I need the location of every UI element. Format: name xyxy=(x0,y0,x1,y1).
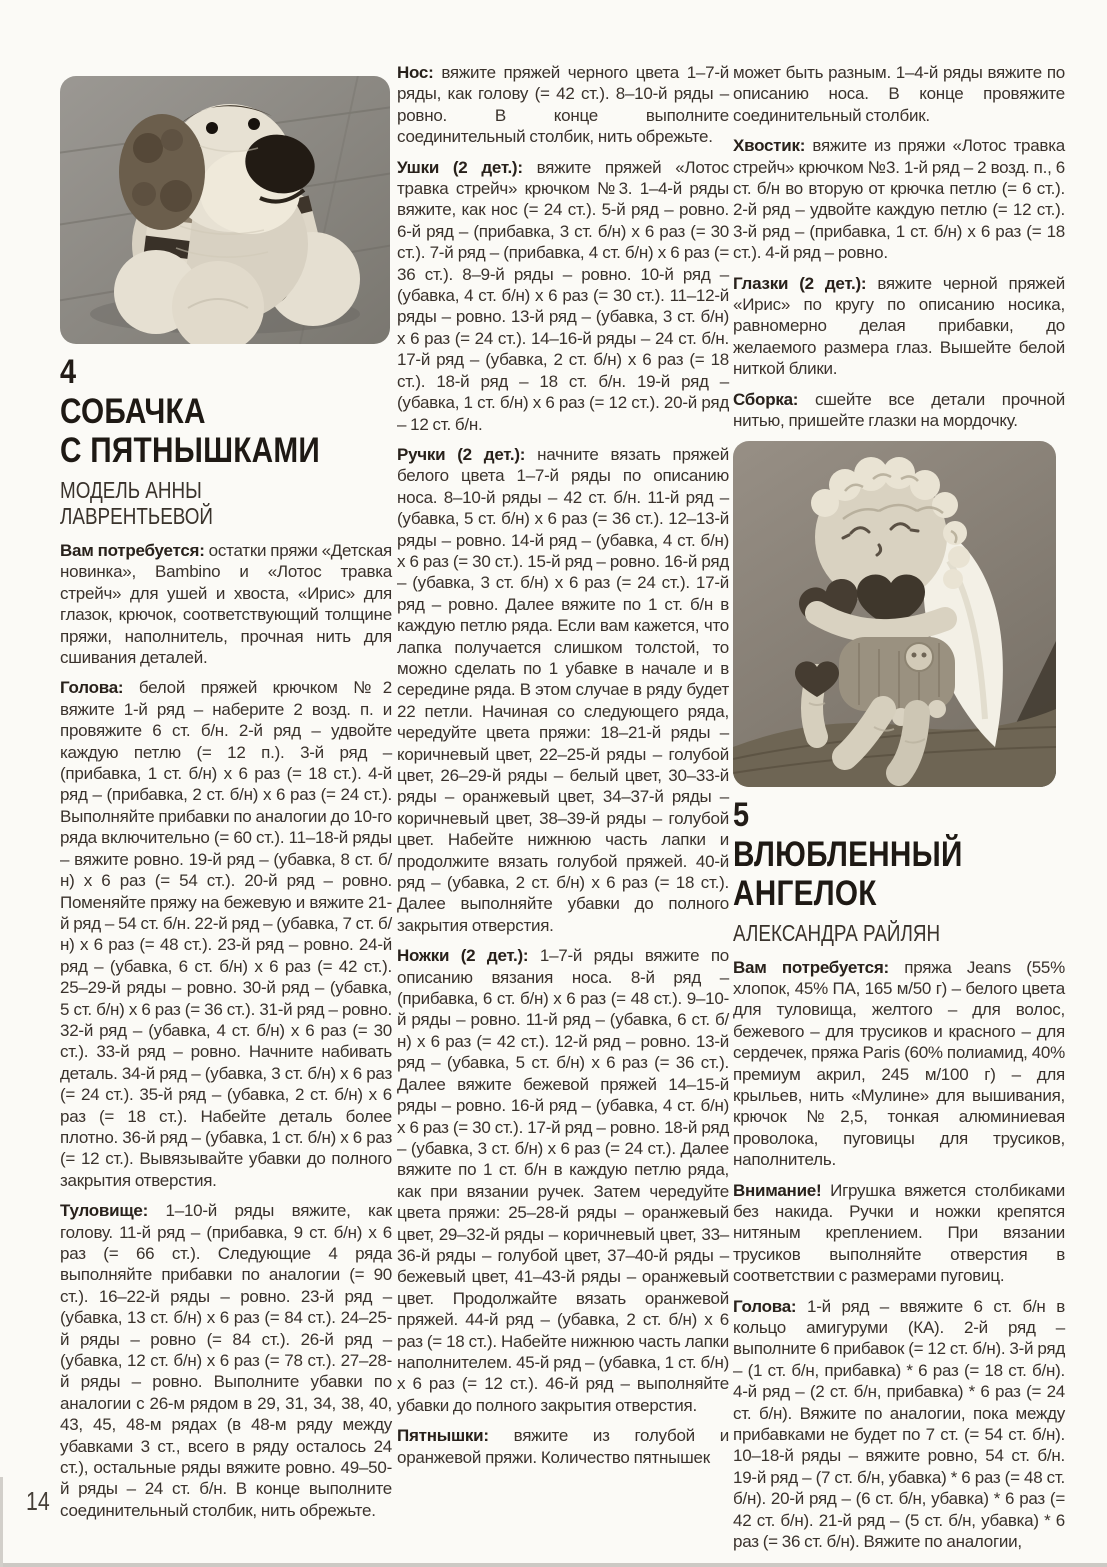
article-number-angel: 5 xyxy=(733,795,750,834)
paragraph-dog-spots-continued xyxy=(733,62,1065,126)
dog-photo-illustration xyxy=(60,76,390,344)
paragraph-text: остатки пряжи «Детская новинка», Bambino и «Лотос травка стрейч» для ушей и хвоста, «Ирис» для глазок, крючок, соответствующий толщине пряжи, наполнитель, прочная нить для сшивания деталей. xyxy=(60,541,393,668)
paragraph-dog-legs xyxy=(397,945,729,1416)
paragraph-angel-note xyxy=(733,1180,1065,1287)
paragraph-label: Вам потребуется: xyxy=(733,957,889,977)
paragraph-text: может быть разным. 1–4-й ряды вяжите по описанию носа. В конце провяжите соединительный столбик. xyxy=(733,63,1065,125)
paragraph-label: Хвостик: xyxy=(733,136,806,156)
paragraph-text: вяжите из пряжи «Лотос травка стрейч» крючком №3. 1-й ряд – 2 возд. п., 6 ст. б/н во вторую от крючка петлю (= 6 ст.). 2-й ряд – удвойте каждую петлю (= 12 ст.). 3-й ряд – (прибавка, 1 ст. б/н) х 6 раз (= 18 ст.). 4-й ряд – ровно. xyxy=(733,136,1065,263)
paragraph-dog-nose xyxy=(397,62,729,148)
paragraph-dog-need xyxy=(60,540,392,668)
paragraph-text: вяжите из голубой и оранжевой пряжи. Количество пятнышек xyxy=(397,1426,729,1467)
paragraph-text: вяжите пряжей черного цвета 1–7-й ряды, как голову (= 42 ст.). 8–10-й ряды – ровно. В конце выполните соединительный столбик, нить обрежьте. xyxy=(397,63,729,147)
paragraph-dog-head xyxy=(60,677,392,1191)
paragraph-text: вяжите пряжей «Лотос травка стрейч» крючком №3. 1–4-й ряды вяжите, как нос (= 24 ст.). 5-й ряд – ровно. 6-й ряд – (прибавка, 3 ст. б/н) х 6 раз (= 30 ст.). 7-й ряд – (прибавка, 4 ст. б/н) х 6 раз (= 36 ст.). 8–9-й ряды – ровно. 10-й ряд – (убавка, 4 ст. б/н) х 6 раз (= 30 ст.). 11–12-й ряды – ровно. 13-й ряд – (убавка, 3 ст. б/н) х 6 раз (= 24 ст.). 14–16-й ряды – 24 ст. б/н. 17-й ряд – (убавка, 2 ст. б/н) х 6 раз (= 18 ст.). 18-й ряд – 18 ст. б/н. 19-й ряд – (убавка, 1 ст. б/н) х 6 раз (= 12 ст.). 20-й ряд – 12 ст. б/н. xyxy=(397,157,729,434)
paragraph-text: 1–10-й ряды вяжите, как голову. 11-й ряд – (прибавка, 9 ст. б/н) х 6 раз (= 66 ст.). Следующие 4 ряда выполняйте прибавки по аналогии (= 90 ст.). 16–22-й ряды – ровно. 23-й ряд – (убавка, 13 ст. б/н) х 6 раз (= 84 ст.). 24–25-й ряды – ровно (= 84 ст.). 26-й ряд – (убавка, 12 ст. б/н) х 6 раз (= 78 ст.). 27–28-й ряды – ровно. Выполните убавки по аналогии с 26-м рядом в 29, 31, 34, 38, 40, 43, 45, 48-м рядах (в 48-м ряду между убавками 3 ст., всего в ряду осталось 24 ст.), остальные ряды вяжите ровно. 49–50-й ряды – 24 ст. б/н. В конце выполните соединительный столбик, нить обрежьте. xyxy=(60,1201,392,1520)
paragraph-label: Внимание! xyxy=(733,1180,822,1200)
paragraph-angel-head xyxy=(733,1296,1065,1553)
angel-photo xyxy=(733,441,1065,787)
paragraph-text: начните вязать пряжей белого цвета 1–7-й ряды по описанию носа. 8–10-й ряды – 42 ст. б/н. 11-й ряд – (убавка, 5 ст. б/н) х 6 раз (= 36 ст.). 12–13-й ряды – ровно. 14-й ряд – (убавка, 4 ст. б/н) х 6 раз (= 30 ст.). 15-й ряд – ровно. 16-й ряд – (убавка, 3 ст. б/н) х 6 раз (= 24 ст.). 17-й ряд – ровно. Далее вяжите по 1 ст. б/н в каждую петлю ряда. Если вам кажется, что лапка получается слишком толстой, то можно сделать по 1 убавке в начале и в середине ряда. В этом случае в ряду будет 22 петли. Начиная со следующего ряда, чередуйте цвета пряжи: 18–21-й ряды – коричневый цвет, 22–25-й ряды – голубой цвет, 26–29-й ряды – белый цвет, 30–33-й ряды – оранжевый цвет, 34–37-й ряды – коричневый цвет, 38–39-й ряды – голубой цвет. Набейте нижнюю часть лапки и продолжите вязать голубой пряжей. 40-й ряд – (убавка, 2 ст. б/н) х 6 раз (= 18 ст.). Далее выполняйте убавки до полного закрытия отверстия. xyxy=(397,444,729,935)
paragraph-label: Туловище: xyxy=(60,1201,149,1221)
paragraph-text: сшейте все детали прочной нитью, пришейте глазки на мордочку. xyxy=(733,389,1065,431)
paragraph-dog-spots xyxy=(397,1425,729,1468)
paragraph-label: Ножки (2 дет.): xyxy=(397,946,529,966)
paragraph-text: белой пряжей крючком №2 вяжите 1-й ряд – наберите 2 возд. п. и провяжите 6 ст. б/н. 2-й ряд – удвойте каждую петлю (= 12 п.). 3-й ряд – (прибавка, 1 ст. б/н) х 6 раз (= 18 ст.). 4-й ряд – (прибавка, 2 ст. б/н) х 6 раз (= 24 ст.). Выполняйте прибавки по аналогии до 10-го ряда включительно (= 60 ст.). 11–18-й ряды – вяжите ровно. 19-й ряд – (убавка, 8 ст. б/н) х 6 раз (= 54 ст.). 20-й ряд – ровно. Поменяйте пряжу на бежевую и вяжите 21-й ряд – 54 ст. б/н. 22-й ряд – (убавка, 7 ст. б/н) х 6 раз (= 48 ст.). 23-й ряд – ровно. 24-й ряд – (убавка, 6 ст. б/н) х 6 раз (= 42 ст.). 25–29-й ряды – ровно. 30-й ряд – (убавка, 5 ст. б/н) х 6 раз (= 36 ст.). 31-й ряд – ровно. 32-й ряд – (убавка, 4 ст. б/н) х 6 раз (= 30 ст.). 33-й ряд – ровно. Начните набивать деталь. 34-й ряд – (убавка, 3 ст. б/н) х 6 раз (= 24 ст.). 35-й ряд – (убавка, 2 ст. б/н) х 6 раз (= 18 ст.). Набейте деталь более плотно. 36-й ряд – (убавка, 1 ст. б/н) х 6 раз (= 12 ст.). Вывязывайте убавки до полного закрытия отверстия. xyxy=(60,678,392,1190)
paragraph-dog-assembly xyxy=(733,389,1065,432)
paragraph-text: вяжите черной пряжей «Ирис» по кругу по описанию носика, равномерно делая прибавки, до желаемого размера глаз. Вышейте белой ниткой блики. xyxy=(733,273,1066,379)
paragraph-text: Игрушка вяжется столбиками без накида. Ручки и ножки крепятся нитяным креплением. При вязании трусиков выполняйте отверстия в соответствии с размерами пуговиц. xyxy=(733,1180,1065,1286)
paragraph-label: Ручки (2 дет.): xyxy=(397,444,526,464)
paragraph-dog-ears xyxy=(397,157,729,435)
dog-photo xyxy=(60,76,392,344)
paragraph-text: пряжа Jeans (55% хлопок, 45% ПА, 165 м/50 г) – белого цвета для туловища, желтого – для волос, бежевого – для трусиков и красного – для сердечек, пряжа Paris (60% полиамид, 40% премиум акрил, 245 м/100 г) – для крыльев, нить «Мулине» для вышивания, крючок №2,5, тонкая алюминиевая проволока, пуговицы для трусиков, наполнитель. xyxy=(733,957,1065,1170)
article-title-dog-line2: С ПЯТНЫШКАМИ xyxy=(60,431,321,470)
article-byline-dog: МОДЕЛЬ АННЫ ЛАВРЕНТЬЕВОЙ xyxy=(60,477,213,529)
paragraph-text: 1–7-й ряды вяжите по описанию вязания носа. 8-й ряд – (прибавка, 6 ст. б/н) х 6 раз (= 48 ст.). 9–10-й ряды – ровно. 11-й ряд – (убавка, 6 ст. б/н) х 6 раз (= 42 ст.). 12-й ряд – ровно. 13-й ряд – (убавка, 5 ст. б/н) х 6 раз (= 36 ст.). Далее вяжите бежевой пряжей 14–15-й ряды – ровно. 16-й ряд – (убавка, 4 ст. б/н) х 6 раз (= 30 ст.). 17-й ряд – ровно. 18-й ряд – (убавка, 3 ст. б/н) х 6 раз (= 24 ст.). Далее вяжите по 1 ст. б/н в каждую петлю ряда, как при вязании ручек. Затем чередуйте цвета пряжи: 25–28-й ряды – оранжевый цвет, 29–32-й ряды – коричневый цвет, 33–36-й ряды – голубой цвет, 37–40-й ряды – бежевый цвет, 41–43-й ряды – оранжевый цвет. Продолжайте вязать оранжевой пряжей. 44-й ряд – (убавка, 2 ст. б/н) х 6 раз (= 18 ст.). Набейте нижнюю часть лапки наполнителем. 45-й ряд – (убавка, 1 ст. б/н) х 6 раз (= 12 ст.). 46-й ряд – выполняйте убавки до полного закрытия отверстия. xyxy=(397,946,729,1415)
paragraph-dog-arms xyxy=(397,444,729,936)
column-right xyxy=(733,62,1065,1561)
paragraph-label: Вам потребуется: xyxy=(60,541,205,560)
paragraph-dog-tail xyxy=(733,135,1065,263)
page-number: 14 xyxy=(26,1486,50,1516)
paragraph-label: Пятнышки: xyxy=(397,1426,489,1446)
angel-photo-illustration xyxy=(733,441,1056,787)
paragraph-label: Глазки (2 дет.): xyxy=(733,273,867,293)
article-byline-angel: АЛЕКСАНДРА РАЙЛЯН xyxy=(733,919,941,946)
article-number-dog: 4 xyxy=(60,353,77,391)
scan-edge-left xyxy=(0,1477,3,1567)
paragraph-label: Нос: xyxy=(397,63,434,82)
paragraph-angel-need xyxy=(733,957,1065,1171)
paragraph-label: Голова: xyxy=(733,1296,797,1316)
paragraph-text: 1-й ряд – ввяжите 6 ст. б/н в кольцо амигуруми (КА). 2-й ряд – выполните 6 прибавок (= 12 ст. б/н). 3-й ряд – (1 ст. б/н, прибавка) * 6 раз (= 18 ст. б/н). 4-й ряд – (2 ст. б/н, прибавка) * 6 раз (= 24 ст. б/н). Вяжите по аналогии, пока между прибавками не будет по 7 ст. (= 54 ст. б/н). 10–18-й ряды – вяжите ровно, 54 ст. б/н. 19-й ряд – (7 ст. б/н, убавка) * 6 раз (= 48 ст. б/н). 20-й ряд – (6 ст. б/н, убавка) * 6 раз (= 42 ст. б/н). 21-й ряд – (5 ст. б/н, убавка) * 6 раз (= 36 ст. б/н). Вяжите по аналогии, xyxy=(733,1296,1065,1552)
column-left xyxy=(60,62,392,1530)
article-title-dog xyxy=(60,392,342,470)
paragraph-dog-eyes xyxy=(733,273,1065,380)
article-title-dog-line1: СОБАЧКА xyxy=(60,392,206,431)
scan-edge-bottom xyxy=(0,1563,1107,1567)
article-title-angel: ВЛЮБЛЕННЫЙ АНГЕЛОК xyxy=(733,834,963,913)
paragraph-dog-body xyxy=(60,1200,392,1521)
paragraph-label: Голова: xyxy=(60,678,124,698)
paragraph-label: Ушки (2 дет.): xyxy=(397,157,523,177)
column-middle xyxy=(397,62,729,1477)
paragraph-label: Сборка: xyxy=(733,389,799,409)
